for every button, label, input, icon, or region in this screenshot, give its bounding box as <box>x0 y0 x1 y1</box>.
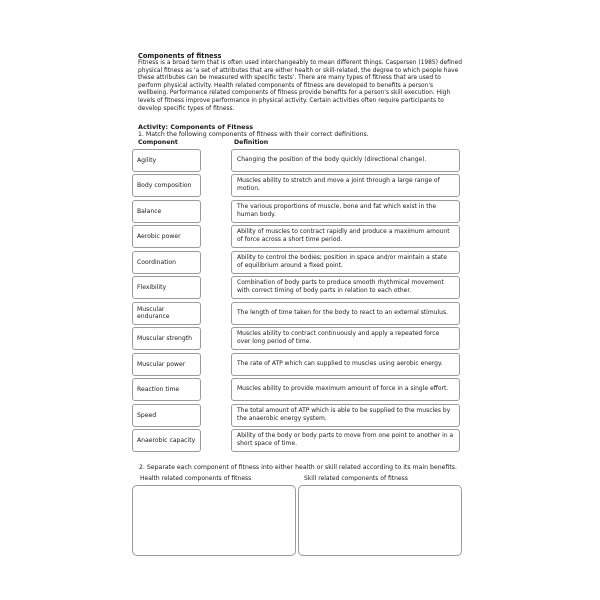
definition-box[interactable]: Ability to control the bodies; position in space and/or maintain a state of equilibrium around a fixed point. <box>231 251 460 274</box>
intro-paragraph: Fitness is a broad term that is often used interchangeably to mean different things. Caspersen (1985) defined physical fitness as 'a set of attributes that are either health or skill-related, the degree to which people have these attributes can be measured with specific tests'. There are many types of fitness that are used to perform physical activity. Health related components of fitness are developed to benefits a person's wellbeing. Performance related components of fitness provide benefits for a person's skill execution. High levels of fitness improve performance in physical activity. Certain activities often require participants to develop specific types of fitness. <box>138 60 462 112</box>
component-box[interactable]: Anaerobic capacity <box>132 429 201 452</box>
definition-box[interactable]: The various proportions of muscle, bone and fat which exist in the human body. <box>231 200 460 223</box>
component-box[interactable]: Agility <box>132 149 201 172</box>
skill-related-answer-box[interactable] <box>298 485 462 556</box>
match-row <box>138 276 463 300</box>
definition-box[interactable]: Muscles ability to contract continuously and apply a repeated force over long period of time. <box>231 327 460 350</box>
component-box[interactable]: Balance <box>132 200 201 223</box>
health-related-answer-box[interactable] <box>132 485 296 556</box>
page-title: Components of fitness <box>138 52 222 60</box>
component-box[interactable]: Muscular strength <box>132 327 201 350</box>
component-box[interactable]: Body composition <box>132 174 201 197</box>
skill-related-label: Skill related components of fitness <box>304 475 408 482</box>
match-row <box>138 353 463 377</box>
definition-box[interactable]: The rate of ATP which can supplied to muscles using aerobic energy. <box>231 353 460 376</box>
match-row <box>138 327 463 351</box>
question-2-instruction: 2. Separate each component of fitness into either health or skill related according to its main benefits. <box>139 464 457 471</box>
match-row <box>138 225 463 249</box>
health-related-label: Health related components of fitness <box>140 475 252 482</box>
definition-box[interactable]: Muscles ability to stretch and move a joint through a large range of motion. <box>231 174 460 197</box>
component-box[interactable]: Muscular endurance <box>132 302 201 325</box>
definition-box[interactable]: Ability of muscles to contract rapidly and produce a maximum amount of force across a short time period. <box>231 225 460 248</box>
match-row <box>138 429 463 453</box>
component-box[interactable]: Coordination <box>132 251 201 274</box>
component-box[interactable]: Speed <box>132 404 201 427</box>
match-row <box>138 378 463 402</box>
activity-title: Activity: Components of Fitness <box>138 123 254 132</box>
component-box[interactable]: Flexibility <box>132 276 201 299</box>
match-row <box>138 302 463 326</box>
match-row <box>138 404 463 428</box>
match-row <box>138 200 463 224</box>
definition-box[interactable]: Changing the position of the body quickly (directional change). <box>231 149 460 172</box>
component-column-header: Component <box>138 138 178 146</box>
activity-instruction: 1. Match the following components of fitness with their correct definitions. <box>138 131 369 139</box>
component-box[interactable]: Muscular power <box>132 353 201 376</box>
definition-box[interactable]: The total amount of ATP which is able to be supplied to the muscles by the anaerobic energy system. <box>231 404 460 427</box>
match-row <box>138 251 463 275</box>
match-row <box>138 149 463 173</box>
component-box[interactable]: Reaction time <box>132 378 201 401</box>
definition-column-header: Definition <box>234 138 269 146</box>
column-headers <box>138 139 463 147</box>
component-box[interactable]: Aerobic power <box>132 225 201 248</box>
worksheet <box>137 52 463 448</box>
definition-box[interactable]: Ability of the body or body parts to move from one point to another in a short space of time. <box>231 429 460 452</box>
definition-box[interactable]: Combination of body parts to produce smooth rhythmical movement with correct timing of body parts in relation to each other. <box>231 276 460 299</box>
match-row <box>138 174 463 198</box>
definition-box[interactable]: Muscles ability to provide maximum amount of force in a single effort. <box>231 378 460 401</box>
definition-box[interactable]: The length of time taken for the body to react to an external stimulus. <box>231 302 460 325</box>
